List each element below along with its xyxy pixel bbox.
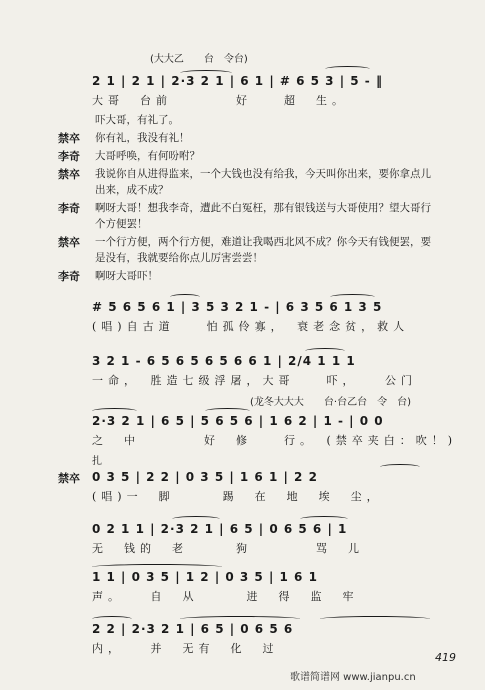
slur	[92, 408, 137, 414]
slur	[330, 294, 375, 300]
slur	[300, 516, 348, 522]
dialogue-speaker: 禁卒	[58, 236, 80, 249]
page-number: 419	[435, 651, 456, 664]
slur	[170, 294, 200, 300]
dialogue-text: 啊呀大哥吓！	[95, 270, 158, 282]
lyrics-line-7: 声。 自 从 进 得 监 牢	[92, 590, 359, 603]
percussion-line-1: (大大乙 台 令台)	[150, 54, 248, 65]
notation-line-5: 0 3 5 | 2 2 | 0 3 5 | 1 6 1 | 2 2	[92, 470, 318, 484]
dialogue-speaker: 李奇	[58, 202, 80, 215]
slur	[180, 616, 300, 622]
dialogue-text: 啊呀大哥！想我李奇，遭此不白冤枉，那有银钱送与大哥使用？望大哥行个方便罢！	[95, 202, 431, 230]
slur	[92, 564, 222, 570]
lyrics-line-8: 内， 并 无有 化 过	[92, 642, 279, 655]
slur	[305, 348, 345, 354]
notation-line-7: 1 1 | 0 3 5 | 1 2 | 0 3 5 | 1 6 1	[92, 570, 318, 584]
notation-line-2: # 5 6 5 6 1 | 3 5 3 2 1 - | 6 3 5 6 1 3 5	[92, 300, 383, 314]
slur	[380, 464, 420, 470]
lyrics-line-4: 之 中 好 修 行。 (禁卒夹白：吹！)	[92, 434, 458, 447]
slur	[92, 616, 132, 622]
slur	[180, 70, 232, 76]
slur	[172, 516, 220, 522]
dialogue-speaker: 李奇	[58, 270, 80, 283]
notation-line-3: 3 2 1 - 6 5 6 5 6 5 6 6 1 | 2/4 1 1 1	[92, 354, 356, 368]
slur	[320, 616, 430, 622]
lyrics-line-3: 一命， 胜造七级浮屠，大哥 吓， 公门	[92, 374, 417, 387]
lyrics-line-1: 大哥 台前 好 超 生。	[92, 94, 348, 107]
slur	[325, 66, 370, 72]
dialogue-text: 一个行方便，两个行方便，难道让我喝西北风不成？你今天有钱便罢，要是没有，我就要给你点儿厉害尝尝！	[95, 236, 431, 264]
dialogue-text: 我说你自从进得监来，一个大钱也没有给我，今天叫你出来，要你拿点儿出来，成不成？	[95, 168, 431, 196]
dialogue-text: 大哥呼唤，有何吩咐？	[95, 150, 200, 162]
watermark: 歌谱简谱网 www.jianpu.cn	[290, 672, 416, 683]
performance-mark: 扎	[92, 456, 102, 467]
lyrics-line-6: 无 钱的 老 狗 骂 儿	[92, 542, 364, 555]
dialogue-speaker: 禁卒	[58, 132, 80, 145]
slur	[205, 408, 250, 414]
dialogue-text: 吓大哥，有礼了。	[95, 114, 179, 126]
notation-line-8: 2 2 | 2·3 2 1 | 6 5 | 0 6 5 6	[92, 622, 294, 636]
lyrics-line-5: (唱)一 脚 踢 在 地 埃 尘，	[92, 490, 383, 503]
notation-line-6: 0 2 1 1 | 2·3 2 1 | 6 5 | 0 6 5 6 | 1	[92, 522, 348, 536]
notation-line-4: 2·3 2 1 | 6 5 | 5 6 5 6 | 1 6 2 | 1 - | 0 0	[92, 414, 384, 428]
dialogue-speaker: 禁卒	[58, 168, 80, 181]
section-speaker: 禁卒	[58, 472, 80, 485]
dialogue-text: 你有礼，我没有礼！	[95, 132, 190, 144]
dialogue-speaker: 李奇	[58, 150, 80, 163]
lyrics-line-2: (唱)自古道 怕孤伶寡， 衰老念贫，救人	[92, 320, 410, 333]
notation-line-1: 2 1 | 2 1 | 2·3 2 1 | 6 1 | # 6 5 3 | 5 - ‖	[92, 74, 383, 88]
percussion-line-2: (龙冬大大大 台·台乙台 令 台)	[250, 397, 411, 408]
